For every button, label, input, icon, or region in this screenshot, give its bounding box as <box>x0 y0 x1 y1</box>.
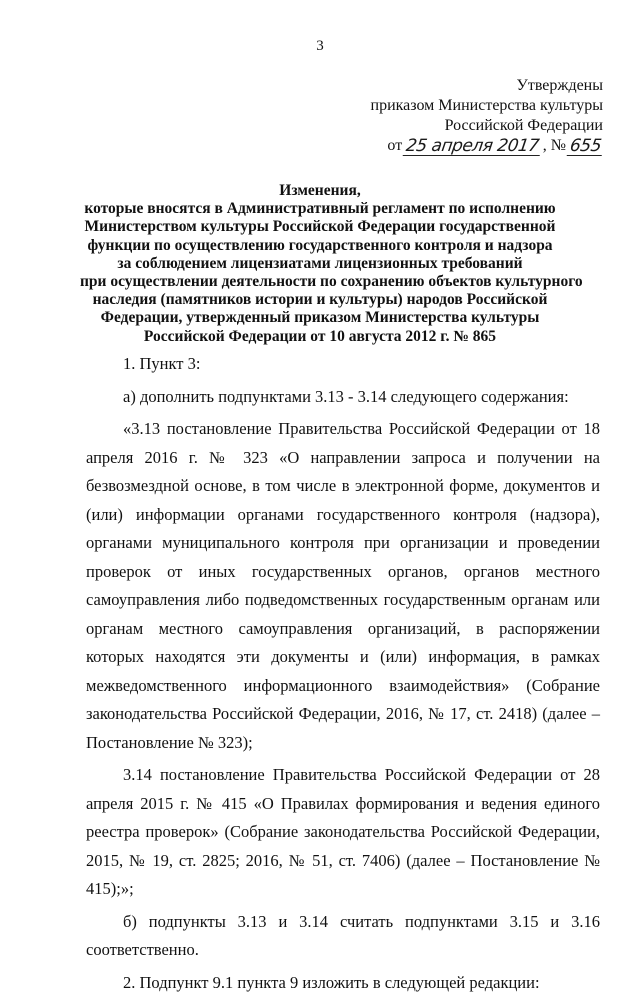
order-date-number <box>387 136 603 156</box>
handwritten-date: 25 апреля 2017 <box>403 137 542 156</box>
page-number: 3 <box>0 38 640 55</box>
approval-line-approved: Утверждены <box>371 76 604 96</box>
approval-line-order: приказом Министерства культуры <box>371 96 604 116</box>
heading-line: наследия (памятников истории и культуры) народов Российской <box>80 291 560 309</box>
subitem-a-paragraph: а) дополнить подпунктами 3.13 - 3.14 следующего содержания: <box>86 383 600 412</box>
heading-line: которые вносятся в Административный регламент по исполнению <box>80 200 560 218</box>
heading-line: функции по осуществлению государственного контроля и надзора <box>80 237 560 255</box>
handwritten-number: 655 <box>567 137 605 156</box>
item-1-paragraph: 1. Пункт 3: <box>86 350 600 379</box>
clause-3-14-paragraph: 3.14 постановление Правительства Российской Федерации от 28 апреля 2015 г. № 415 «О Правилах формирования и ведения единого реестра проверок» (Собрание законодательства Российской Федерации, 2015, № 19, ст. 2825; 2016, № 51, ст. 7406) (далее – Постановление № 415);»; <box>86 761 600 904</box>
heading-line: Федерации, утвержденный приказом Министерства культуры <box>80 309 560 327</box>
approval-block <box>371 76 604 156</box>
heading-line: Российской Федерации от 10 августа 2012 г. № 865 <box>80 328 560 346</box>
item-2-paragraph: 2. Подпункт 9.1 пункта 9 изложить в следующей редакции: <box>86 969 600 997</box>
heading-line: Изменения, <box>80 182 560 200</box>
subitem-b-paragraph: б) подпункты 3.13 и 3.14 считать подпунктами 3.15 и 3.16 соответственно. <box>86 908 600 965</box>
order-date-prefix: от <box>387 136 402 156</box>
heading-line: за соблюдением лицензиатами лицензионных требований <box>80 255 560 273</box>
clause-3-13-paragraph: «3.13 постановление Правительства Российской Федерации от 18 апреля 2016 г. № 323 «О направлении запроса и получении на безвозмездной основе, в том числе в электронной форме, документов и (или) информации органами государственного контроля (надзора), органами муниципального контроля при организации и проведении проверок от иных государственных органов, органов местного самоуправления либо подведомственных государственным органам или органам местного самоуправления организаций, в распоряжении которых находятся эти документы и (или) информация, в рамках межведомственного информационного взаимодействия» (Собрание законодательства Российской Федерации, 2016, № 17, ст. 2418) (далее – Постановление № 323); <box>86 415 600 757</box>
approval-line-federation: Российской Федерации <box>371 116 604 136</box>
heading-line: при осуществлении деятельности по сохранению объектов культурного <box>80 273 560 291</box>
heading-line: Министерством культуры Российской Федерации государственной <box>80 218 560 236</box>
document-heading <box>80 182 560 346</box>
order-number-prefix: , № <box>543 136 566 156</box>
document-body <box>86 350 600 997</box>
